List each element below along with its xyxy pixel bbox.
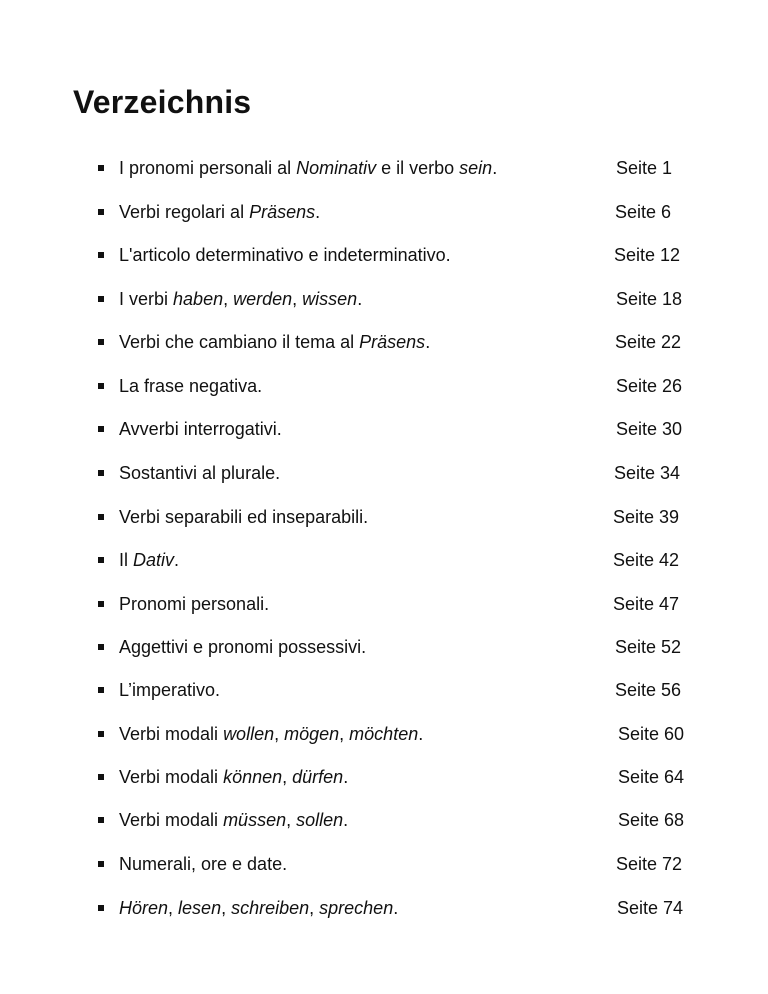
toc-entry-title xyxy=(119,896,398,920)
toc-title-text: , xyxy=(282,767,293,787)
toc-title-text: . xyxy=(492,158,498,178)
toc-entry-title xyxy=(119,722,423,746)
toc-entry xyxy=(0,156,768,180)
toc-entry xyxy=(0,505,768,529)
toc-title-text: . xyxy=(343,810,349,830)
toc-entry xyxy=(0,722,768,746)
bullet-square-icon xyxy=(98,339,104,345)
toc-title-text: Aggettivi e pronomi possessivi. xyxy=(119,637,367,657)
toc-entry-title xyxy=(119,330,430,354)
toc-entry-title xyxy=(119,635,366,659)
toc-entry-page: Seite 56 xyxy=(615,680,682,700)
toc-entry xyxy=(0,808,768,832)
bullet-square-icon xyxy=(98,557,104,563)
toc-entry-page: Seite 1 xyxy=(616,158,673,178)
bullet-square-icon xyxy=(98,731,104,737)
toc-title-text: . xyxy=(357,289,363,309)
toc-entry xyxy=(0,852,768,876)
toc-entry xyxy=(0,765,768,789)
toc-title-text: Verbi modali xyxy=(119,810,224,830)
toc-entry-page: Seite 60 xyxy=(618,724,685,744)
bullet-square-icon xyxy=(98,861,104,867)
toc-entry-page: Seite 68 xyxy=(618,810,685,830)
toc-title-text: . xyxy=(425,332,431,352)
toc-entry-page: Seite 12 xyxy=(614,245,681,265)
toc-entry xyxy=(0,330,768,354)
toc-entry xyxy=(0,896,768,920)
toc-entry-page: Seite 64 xyxy=(618,767,685,787)
toc-title-text: Verbi modali xyxy=(119,767,224,787)
toc-title-text: , xyxy=(286,810,297,830)
toc-entry-page: Seite 18 xyxy=(616,289,683,309)
toc-title-italic-term: mögen xyxy=(284,724,340,744)
toc-entry-title xyxy=(119,461,280,485)
toc-title-text: , xyxy=(292,289,303,309)
toc-title-italic-term: Hören xyxy=(119,898,169,918)
toc-title-italic-term: Nominativ xyxy=(296,158,377,178)
bullet-square-icon xyxy=(98,296,104,302)
toc-title-text: Verbi separabili ed inseparabili. xyxy=(119,507,369,527)
toc-entry-page: Seite 34 xyxy=(614,463,681,483)
toc-entry xyxy=(0,417,768,441)
toc-title-text: e il verbo xyxy=(376,158,460,178)
toc-title-italic-term: Präsens xyxy=(249,202,316,222)
toc-title-italic-term: Präsens xyxy=(359,332,426,352)
toc-entry-page: Seite 22 xyxy=(615,332,682,352)
toc-title-italic-term: werden xyxy=(233,289,293,309)
toc-title-text: La frase negativa. xyxy=(119,376,263,396)
toc-title-text: , xyxy=(221,898,232,918)
toc-title-text: . xyxy=(393,898,399,918)
toc-title-italic-term: müssen xyxy=(223,810,287,830)
toc-title-text: . xyxy=(418,724,424,744)
page-title: Verzeichnis xyxy=(73,84,252,120)
toc-entry-title xyxy=(119,765,348,789)
toc-title-text: Sostantivi al plurale. xyxy=(119,463,281,483)
toc-entry-page: Seite 6 xyxy=(615,202,672,222)
bullet-square-icon xyxy=(98,514,104,520)
toc-entry-page: Seite 52 xyxy=(615,637,682,657)
toc-entry-title xyxy=(119,243,451,267)
toc-entry-page: Seite 72 xyxy=(616,854,683,874)
toc-entry-title xyxy=(119,678,220,702)
bullet-square-icon xyxy=(98,252,104,258)
toc-title-text: L’imperativo. xyxy=(119,680,221,700)
toc-title-text: Numerali, ore e date. xyxy=(119,854,288,874)
bullet-square-icon xyxy=(98,470,104,476)
toc-title-text: Verbi modali xyxy=(119,724,224,744)
toc-entry xyxy=(0,374,768,398)
toc-entry-title xyxy=(119,374,262,398)
toc-title-text: Il xyxy=(119,550,134,570)
bullet-square-icon xyxy=(98,426,104,432)
toc-entry xyxy=(0,287,768,311)
toc-title-text: , xyxy=(274,724,285,744)
toc-title-italic-term: schreiben xyxy=(231,898,310,918)
toc-title-text: I pronomi personali al xyxy=(119,158,297,178)
toc-entry-title xyxy=(119,417,282,441)
toc-title-text: Pronomi personali. xyxy=(119,594,270,614)
toc-entry-title xyxy=(119,548,179,572)
toc-entry-title xyxy=(119,592,269,616)
toc-title-text: , xyxy=(339,724,350,744)
toc-entry-title xyxy=(119,287,362,311)
toc-title-text: L'articolo determinativo e indeterminativo. xyxy=(119,245,451,265)
toc-entry xyxy=(0,548,768,572)
toc-entry xyxy=(0,243,768,267)
toc-title-text: . xyxy=(174,550,180,570)
toc-entry-page: Seite 26 xyxy=(616,376,683,396)
toc-entry xyxy=(0,592,768,616)
bullet-square-icon xyxy=(98,644,104,650)
toc-entry xyxy=(0,635,768,659)
toc-title-italic-term: sprechen xyxy=(319,898,394,918)
toc-title-italic-term: wollen xyxy=(223,724,275,744)
toc-title-text: . xyxy=(315,202,321,222)
toc-entry-page: Seite 39 xyxy=(613,507,680,527)
toc-entry xyxy=(0,678,768,702)
toc-entry-title xyxy=(119,852,287,876)
toc-title-italic-term: lesen xyxy=(178,898,222,918)
toc-entry-page: Seite 74 xyxy=(617,898,684,918)
bullet-square-icon xyxy=(98,209,104,215)
toc-entry xyxy=(0,461,768,485)
bullet-square-icon xyxy=(98,905,104,911)
toc-entry-title xyxy=(119,200,320,224)
toc-entry-page: Seite 42 xyxy=(613,550,680,570)
toc-title-italic-term: sein xyxy=(459,158,493,178)
toc-title-text: , xyxy=(223,289,234,309)
toc-title-text: I verbi xyxy=(119,289,174,309)
bullet-square-icon xyxy=(98,817,104,823)
toc-title-text: . xyxy=(343,767,349,787)
toc-title-text: , xyxy=(168,898,179,918)
toc-title-italic-term: wissen xyxy=(302,289,358,309)
toc-title-italic-term: haben xyxy=(173,289,224,309)
toc-entry xyxy=(0,200,768,224)
toc-entry-title xyxy=(119,808,348,832)
bullet-square-icon xyxy=(98,601,104,607)
toc-entry-page: Seite 47 xyxy=(613,594,680,614)
toc-title-italic-term: dürfen xyxy=(292,767,344,787)
toc-title-text: Avverbi interrogativi. xyxy=(119,419,282,439)
toc-entry-title xyxy=(119,156,497,180)
bullet-square-icon xyxy=(98,383,104,389)
toc-entry-page: Seite 30 xyxy=(616,419,683,439)
bullet-square-icon xyxy=(98,165,104,171)
toc-title-italic-term: sollen xyxy=(296,810,344,830)
toc-entry-title xyxy=(119,505,368,529)
toc-title-italic-term: Dativ xyxy=(133,550,175,570)
bullet-square-icon xyxy=(98,687,104,693)
toc-title-text: Verbi che cambiano il tema al xyxy=(119,332,360,352)
toc-title-text: , xyxy=(309,898,320,918)
toc-title-italic-term: möchten xyxy=(349,724,419,744)
toc-title-italic-term: können xyxy=(223,767,283,787)
bullet-square-icon xyxy=(98,774,104,780)
toc-title-text: Verbi regolari al xyxy=(119,202,250,222)
